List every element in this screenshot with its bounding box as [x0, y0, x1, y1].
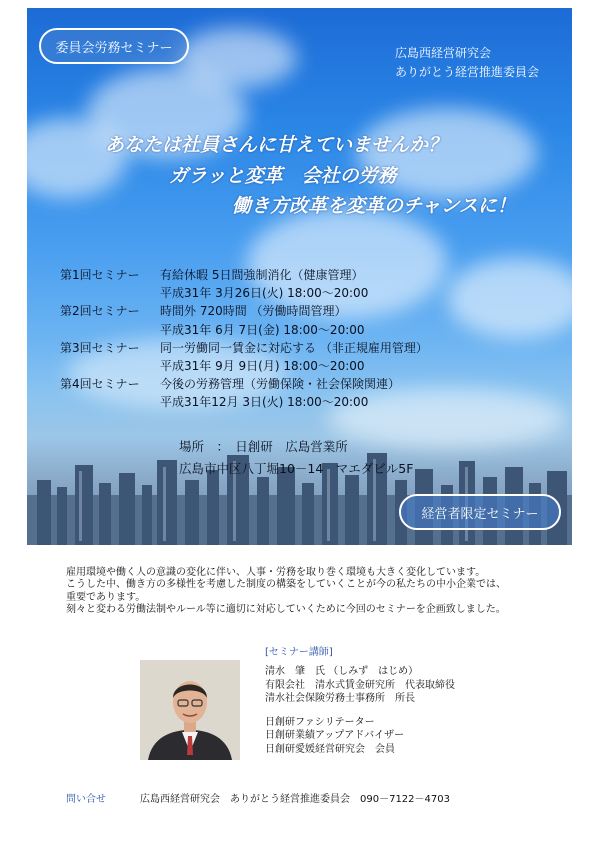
- seminar-label: 第4回セミナー: [60, 377, 140, 392]
- headline-3: 働き方改革を変革のチャンスに！: [232, 195, 516, 217]
- contact-text: 広島西経営研究会 ありがとう経営推進委員会 090－7122－4703: [140, 794, 450, 805]
- lecturer-role: 日創研愛媛経営研究会 会員: [265, 743, 395, 755]
- seminar-topic: 有給休暇 5日間強制消化（健康管理）: [160, 268, 364, 282]
- cloud-shape: [177, 28, 297, 88]
- seminar-date: 平成31年12月 3日(火) 18:00～20:00: [160, 395, 369, 410]
- contact-line: [66, 790, 450, 805]
- lecturer-title: 有限会社 清水式賃金研究所 代表取締役: [265, 679, 455, 691]
- intro-line: 雇用環境や働く人の意識の変化に伴い、人事・労務を取り巻く環境も大きく変化しています。: [66, 567, 486, 578]
- lecturer-role: 日創研ファシリテーター: [265, 716, 375, 728]
- lecturer-name: 清水 肇 氏 （しみず はじめ）: [265, 666, 419, 677]
- badge-committee-seminar: 委員会労務セミナー: [39, 28, 189, 64]
- intro-line: 重要であります。: [66, 591, 146, 603]
- seminar-row: [60, 375, 428, 393]
- seminar-date-row: [60, 321, 428, 339]
- lecturer-info: [265, 665, 455, 756]
- seminar-date-row: [60, 284, 428, 302]
- seminar-label: 第2回セミナー: [60, 304, 140, 319]
- seminar-label: 第1回セミナー: [60, 268, 140, 282]
- headline-1: あなたは社員さんに甘えていませんか？: [105, 134, 448, 156]
- intro-paragraph: [66, 567, 506, 617]
- cloud-shape: [447, 258, 572, 338]
- badge-executive-only: 経営者限定セミナー: [399, 494, 561, 530]
- seminar-label: 第3回セミナー: [60, 340, 140, 355]
- seminar-row: [60, 339, 428, 357]
- headline-2: ガラッと変革 会社の労務: [169, 165, 397, 187]
- seminar-topic: 時間外 720時間 （労働時間管理）: [160, 304, 347, 319]
- intro-line: こうした中、働き方の多様性を考慮した制度の構築をしていくことが今の私たちの中小企業では、: [66, 579, 506, 591]
- seminar-topic: 同一労働同一賃金に対応する （非正規雇用管理）: [160, 340, 428, 355]
- organizer-name: 広島西経営研究会: [395, 46, 492, 60]
- seminar-schedule: [60, 266, 428, 412]
- seminar-row: [60, 302, 428, 320]
- lecturer-portrait-icon: [140, 660, 240, 760]
- lecturer-section-label: [セミナー講師]: [265, 647, 333, 658]
- seminar-date-row: [60, 357, 428, 375]
- hero-banner: [27, 8, 572, 545]
- seminar-date: 平成31年 6月 7日(金) 18:00～20:00: [160, 322, 365, 337]
- seminar-row: [60, 266, 428, 284]
- seminar-date: 平成31年 3月26日(火) 18:00～20:00: [160, 286, 369, 301]
- intro-line: 刻々と変わる労働法制やルール等に適切に対応していくために今回のセミナーを企画致しました。: [66, 604, 506, 616]
- venue-address: 広島市中区八丁堀10－14 マエダビル5F: [179, 461, 414, 476]
- seminar-topic: 今後の労務管理（労働保険・社会保険関連）: [160, 377, 401, 392]
- contact-label: 問い合せ: [66, 794, 106, 805]
- seminar-date: 平成31年 9月 9日(月) 18:00～20:00: [160, 359, 365, 374]
- lecturer-title: 清水社会保険労務士事務所 所長: [265, 693, 415, 704]
- seminar-date-row: [60, 393, 428, 411]
- lecturer-photo: [140, 660, 240, 760]
- committee-name: ありがとう経営推進委員会: [395, 65, 540, 79]
- venue-block: [179, 436, 413, 480]
- organizer-block: [395, 44, 539, 82]
- venue-name: 場所 ： 日創研 広島営業所: [179, 439, 348, 454]
- lecturer-role: 日創研業績アップアドバイザー: [265, 730, 405, 741]
